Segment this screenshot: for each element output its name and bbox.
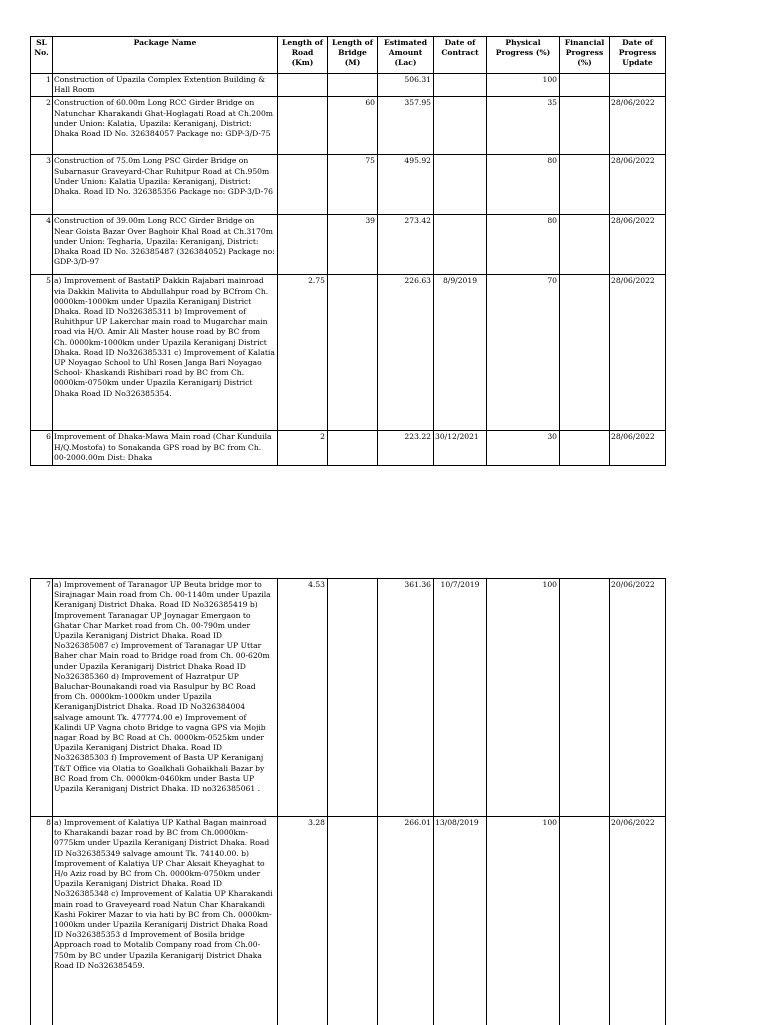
- progress-update-date: 20/06/2022: [610, 579, 666, 817]
- progress-table-part-2: [30, 578, 666, 1025]
- road-length: 4.53: [278, 579, 328, 817]
- physical-progress: 100: [487, 817, 560, 1025]
- bridge-length: [328, 431, 378, 466]
- table-row: [31, 817, 666, 1025]
- header-row: [31, 37, 666, 74]
- sl-no: 8: [31, 817, 53, 1025]
- table-row: [31, 74, 666, 97]
- header-progress-update-date: Date of Progress Update: [610, 37, 666, 74]
- package-name: Improvement of Dhaka-Mawa Main road (Char Kunduila H/Q.Mostofa) to Sonakanda GPS road by BC from Ch. 00-2000.00m Dist: Dhaka: [53, 431, 278, 466]
- package-name: Construction of Upazila Complex Extention Building & Hall Room: [53, 74, 278, 97]
- physical-progress: 70: [487, 275, 560, 431]
- financial-progress: [560, 215, 610, 275]
- physical-progress: 30: [487, 431, 560, 466]
- date-of-contract: 30/12/2021: [434, 431, 487, 466]
- package-name: a) Improvement of BastatiP Dakkin Rajabari mainroad via Dakkin Malivita to Abdullahpur road by BCfrom Ch. 0000km-1000km under Upazila Keraniganj District Dhaka. Road ID No326385311 b) Improvement of Ruhithpur UP Lakerchar main road to Mugarchar main road via H/O. Amir Ali Master house road by BC from Ch. 0000km-1000km under Upazila Keraniganj District Dhaka. Road ID No326385331 c) Improvement of Kalatia UP Noyagao School to Uhl Rosen Janga Bari Noyagao School- Khaskandi Rishibari road by BC from Ch. 0000km-0750km under Upazila Keranigarij District Dhaka Road ID No326385354.: [53, 275, 278, 431]
- sl-no: 6: [31, 431, 53, 466]
- physical-progress: 35: [487, 97, 560, 155]
- financial-progress: [560, 74, 610, 97]
- header-road-length: Length of Road (Km): [278, 37, 328, 74]
- sl-no: 2: [31, 97, 53, 155]
- progress-update-date: 20/06/2022: [610, 817, 666, 1025]
- estimated-amount: 357.95: [378, 97, 434, 155]
- progress-update-date: 28/06/2022: [610, 155, 666, 215]
- road-length: 2.75: [278, 275, 328, 431]
- estimated-amount: 223.22: [378, 431, 434, 466]
- progress-update-date: 28/06/2022: [610, 431, 666, 466]
- package-name: Construction of 39.00m Long RCC Girder Bridge on Near Goista Bazar Over Baghoir Khal Road at Ch.3170m under Union: Tegharia, Upazila: Keraniganj, District: Dhaka Road ID No. 326385487 (326384052) Package no: GDP-3/D-97: [53, 215, 278, 275]
- financial-progress: [560, 817, 610, 1025]
- date-of-contract: 10/7/2019: [434, 579, 487, 817]
- table-row: [31, 275, 666, 431]
- package-name: a) Improvement of Kalatiya UP Kathal Bagan mainroad to Kharakandi bazar road by BC from Ch.0000km-0775km under Upazila Keraniganj District Dhaka. Road ID No326385349 salvage amount Tk. 74140.00. b) Improvement of Kalatiya UP Char Aksait Kheyaghat to H/o Aziz road by BC from Ch. 0000km-0750km under Upazila Keraniganj District Dhaka. Road ID No326385348 c) Improvement of Kalatia UP Kharakandi main road to Graveyeard road Natun Char Kharakandi Kashi Fokirer Mazar to via hati by BC from Ch. 0000km-1000km under Upazila Keranigarij District Dhaka Road ID No326385353 d Improvement of Bosila bridge Approach road to Motalib Company road from Ch.00-750m by BC under Upazila Keranigarij District Dhaka Road ID No326385459.: [53, 817, 278, 1025]
- progress-update-date: [610, 74, 666, 97]
- physical-progress: 80: [487, 215, 560, 275]
- progress-update-date: 28/06/2022: [610, 97, 666, 155]
- date-of-contract: [434, 155, 487, 215]
- physical-progress: 80: [487, 155, 560, 215]
- sl-no: 3: [31, 155, 53, 215]
- physical-progress: 100: [487, 74, 560, 97]
- package-name: a) Improvement of Taranagor UP Beuta bridge mor to Sirajnagar Main road from Ch. 00-1140m under Upazila Keraniganj District Dhaka. Road ID No326385419 b) Improvement Taranagar UP Joynagar Emergaon to Ghatar Char Market road from Ch. 00-790m under Upazila Keraniganj District Dhaka. Road ID No326385087 c) Improvement of Taranagar UP Uttar Baher char Main road to Bridge road from Ch. 00-620m under Upazila Keranigarij District Dhaka Road ID No326385360 d) Improvement of Hazratpur UP Baluchar-Bounakandi road via Rasulpur by BC Road from Ch. 0000km-1000km under Upazila KeraniganjDistrict Dhaka. Road ID No326384004 salvage amount Tk. 477774.00 e) Improvement of Kalindi UP Vagna choto Bridge to vagna GPS via Mojib nagar Road by BC Road at Ch. 0000km-0525km under Upazila Keraniganj District Dhaka. Road ID No326385303 f) Improvement of Basta UP Keraniganj T&T Office via Olatia to Goalkhali Gohaikhali Bazar by BC Road from Ch. 0000km-0460km under Basta UP Upazila Keraniganj District Dhaka. ID no326385061 .: [53, 579, 278, 817]
- bridge-length: 39: [328, 215, 378, 275]
- financial-progress: [560, 579, 610, 817]
- date-of-contract: 13/08/2019: [434, 817, 487, 1025]
- table-row: [31, 97, 666, 155]
- bridge-length: [328, 817, 378, 1025]
- header-bridge-length: Length of Bridge (M): [328, 37, 378, 74]
- estimated-amount: 226.63: [378, 275, 434, 431]
- progress-update-date: 28/06/2022: [610, 215, 666, 275]
- estimated-amount: 495.92: [378, 155, 434, 215]
- estimated-amount: 361.36: [378, 579, 434, 817]
- road-length: 3.28: [278, 817, 328, 1025]
- bridge-length: [328, 74, 378, 97]
- date-of-contract: [434, 97, 487, 155]
- financial-progress: [560, 97, 610, 155]
- sl-no: 7: [31, 579, 53, 817]
- table-row: [31, 579, 666, 817]
- header-physical-progress: Physical Progress (%): [487, 37, 560, 74]
- bridge-length: 75: [328, 155, 378, 215]
- header-financial-progress: Financial Progress (%): [560, 37, 610, 74]
- estimated-amount: 506.31: [378, 74, 434, 97]
- progress-update-date: 28/06/2022: [610, 275, 666, 431]
- financial-progress: [560, 155, 610, 215]
- header-date-of-contract: Date of Contract: [434, 37, 487, 74]
- date-of-contract: [434, 215, 487, 275]
- header-estimated-amount: Estimated Amount (Lac): [378, 37, 434, 74]
- date-of-contract: 8/9/2019: [434, 275, 487, 431]
- estimated-amount: 273.42: [378, 215, 434, 275]
- table-row: [31, 155, 666, 215]
- header-sl-no: SL No.: [31, 37, 53, 74]
- table-row: [31, 431, 666, 466]
- package-name: Construction of 60.00m Long RCC Girder Bridge on Natunchar Kharakandi Ghat-Hoglagati Road at Ch.200m under Union: Kalatia, Upazila: Keraniganj, District: Dhaka Road ID No. 326384057 Package no: GDP-3/D-75: [53, 97, 278, 155]
- physical-progress: 100: [487, 579, 560, 817]
- bridge-length: [328, 275, 378, 431]
- header-package-name: Package Name: [53, 37, 278, 74]
- date-of-contract: [434, 74, 487, 97]
- financial-progress: [560, 275, 610, 431]
- sl-no: 1: [31, 74, 53, 97]
- package-name: Construction of 75.0m Long PSC Girder Bridge on Subarnasur Graveyard-Char Ruhitpur Road at Ch.950m Under Union: Kalatia Upazila: Keraniganj, District: Dhaka. Road ID No. 326385356 Package no: GDP-3/D-76: [53, 155, 278, 215]
- sl-no: 4: [31, 215, 53, 275]
- road-length: [278, 215, 328, 275]
- financial-progress: [560, 431, 610, 466]
- road-length: [278, 97, 328, 155]
- progress-table-part-1: [30, 36, 666, 466]
- bridge-length: 60: [328, 97, 378, 155]
- sl-no: 5: [31, 275, 53, 431]
- road-length: [278, 155, 328, 215]
- road-length: 2: [278, 431, 328, 466]
- road-length: [278, 74, 328, 97]
- table-row: [31, 215, 666, 275]
- bridge-length: [328, 579, 378, 817]
- estimated-amount: 266.01: [378, 817, 434, 1025]
